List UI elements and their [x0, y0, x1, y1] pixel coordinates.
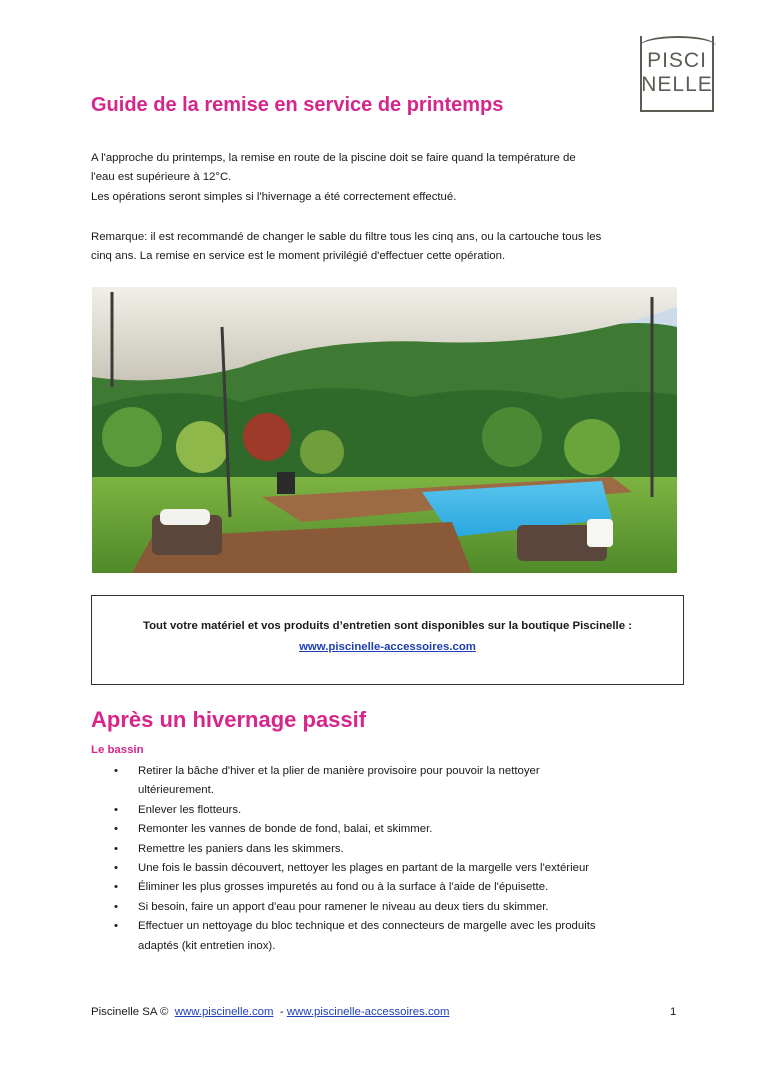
- list-item-line-1: Enlever les flotteurs.: [138, 803, 242, 816]
- remark-line-1: Remarque: il est recommandé de changer le sable du filtre tous les cinq ans, ou la cartouche tous les: [91, 231, 602, 243]
- remark-line-2: cinq ans. La remise en service est le moment privilégié d'effectuer cette opération.: [91, 250, 506, 263]
- shop-notice-box: [91, 595, 684, 685]
- shop-notice-text: Tout votre matériel et vos produits d’entretien sont disponibles sur la boutique Piscinelle :: [142, 620, 633, 632]
- list-item-line-1: Retirer la bâche d'hiver et la plier de manière provisoire pour pouvoir la nettoyer: [138, 765, 540, 777]
- page-title: Guide de la remise en service de printemps: [91, 94, 504, 116]
- piscinelle-logo: [640, 36, 714, 112]
- bullet-icon: •: [114, 765, 118, 777]
- shop-link[interactable]: www.piscinelle-accessoires.com: [299, 641, 476, 653]
- section-heading: Après un hivernage passif: [91, 707, 367, 732]
- list-item-line-1: Remonter les vannes de bonde de fond, balai, et skimmer.: [138, 823, 433, 836]
- intro-line-3: Les opérations seront simples si l'hivernage a été correctement effectué.: [91, 190, 457, 203]
- intro-line-2: l'eau est supérieure à 12°C.: [91, 171, 232, 184]
- logo-line-1: PISCI: [647, 49, 707, 72]
- bullet-icon: •: [114, 900, 118, 913]
- bassin-steps-list: [91, 762, 681, 956]
- bullet-icon: •: [114, 823, 118, 836]
- list-item-line-1: Éliminer les plus grosses impuretés au fond ou à la surface à l'aide de l'épuisette.: [138, 881, 549, 894]
- list-item: [91, 898, 681, 917]
- section-subheading: Le bassin: [91, 744, 144, 756]
- bullet-icon: •: [114, 803, 118, 816]
- bullet-icon: •: [114, 862, 118, 875]
- page-footer: [91, 1006, 681, 1018]
- pool-photo: [92, 287, 677, 573]
- intro-line-1: A l'approche du printemps, la remise en route de la piscine doit se faire quand la température de: [91, 152, 576, 164]
- remark-paragraph: [91, 228, 681, 267]
- bullet-icon: •: [114, 842, 118, 855]
- list-item-line-1: Une fois le bassin découvert, nettoyer les plages en partant de la margelle vers l'extérieur: [138, 862, 590, 875]
- list-item-line-2: ultérieurement.: [138, 784, 214, 797]
- list-item: [91, 917, 681, 956]
- footer-link-piscinelle[interactable]: www.piscinelle.com: [174, 1006, 274, 1018]
- list-item: [91, 762, 681, 801]
- intro-paragraph: [91, 149, 681, 207]
- list-item-line-1: Si besoin, faire un apport d'eau pour ramener le niveau au deux tiers du skimmer.: [138, 900, 549, 913]
- list-item: [91, 820, 681, 839]
- list-item-line-2: adaptés (kit entretien inox).: [138, 939, 276, 952]
- list-item: [91, 801, 681, 820]
- list-item-line-1: Effectuer un nettoyage du bloc technique et des connecteurs de margelle avec les produits: [138, 920, 596, 933]
- footer-link-accessoires[interactable]: www.piscinelle-accessoires.com: [286, 1006, 450, 1018]
- page-number: 1: [670, 1006, 677, 1018]
- list-item-line-1: Remettre les paniers dans les skimmers.: [138, 842, 344, 855]
- list-item: [91, 859, 681, 878]
- list-item: [91, 878, 681, 897]
- bullet-icon: •: [114, 920, 118, 933]
- footer-separator: -: [279, 1006, 284, 1018]
- list-item: [91, 840, 681, 859]
- bullet-icon: •: [114, 881, 118, 894]
- footer-company: Piscinelle SA ©: [91, 1006, 169, 1018]
- logo-line-2: NELLE: [641, 73, 713, 96]
